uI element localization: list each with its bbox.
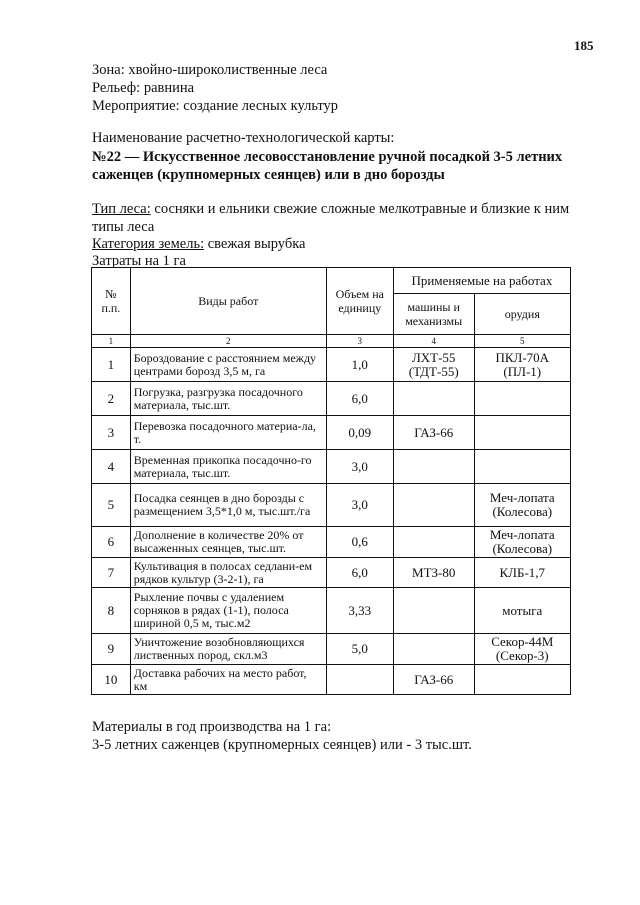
table-row: [92, 382, 571, 416]
table-row: [92, 450, 571, 484]
row-number: 2: [92, 382, 131, 416]
zone-line: Зона: хвойно-широколиственные леса: [92, 62, 328, 78]
row-work: Перевозка посадочного материа-ла, т.: [130, 416, 326, 450]
row-work: Бороздование с расстоянием между центрами борозд 3,5 м, га: [130, 348, 326, 382]
row-tools: [474, 382, 570, 416]
row-volume: 1,0: [326, 348, 393, 382]
row-number: 10: [92, 665, 131, 695]
table-row: [92, 527, 571, 558]
row-machines: [393, 634, 474, 665]
forest-type: [92, 201, 569, 218]
row-tools: КЛБ-1,7: [474, 558, 570, 588]
index-cell: 4: [393, 335, 474, 348]
row-volume: 0,09: [326, 416, 393, 450]
row-machines: [393, 450, 474, 484]
measure-line: Мероприятие: создание лесных культур: [92, 98, 339, 114]
row-machines: ГАЗ-66: [393, 665, 474, 695]
row-tools: Меч-лопата (Колесова): [474, 484, 570, 527]
forest-type-line2: типы леса: [92, 219, 155, 235]
row-work: Рыхление почвы с удалением сорняков в рядах (1-1), полоса шириной 0,5 м, тыс.м2: [130, 588, 326, 634]
land-category-label: Категория земель:: [92, 236, 205, 252]
index-row: [92, 335, 571, 348]
row-number: 1: [92, 348, 131, 382]
relief-line: Рельеф: равнина: [92, 80, 195, 96]
row-tools: ПКЛ-70А (ПЛ-1): [474, 348, 570, 382]
costs-label: Затраты на 1 га: [92, 253, 186, 269]
row-machines: [393, 382, 474, 416]
row-tools: Секор-44М (Секор-3): [474, 634, 570, 665]
index-cell: 1: [92, 335, 131, 348]
table-row: [92, 484, 571, 527]
header-machines: машины и механизмы: [393, 294, 474, 335]
row-volume: 0,6: [326, 527, 393, 558]
index-cell: 5: [474, 335, 570, 348]
row-number: 8: [92, 588, 131, 634]
row-work: Временная прикопка посадочно-го материала, тыс.шт.: [130, 450, 326, 484]
row-volume: [326, 665, 393, 695]
row-volume: 5,0: [326, 634, 393, 665]
row-machines: [393, 527, 474, 558]
map-title-line2: саженцев (крупномерных сеянцев) или в дно борозды: [92, 167, 445, 183]
index-cell: 2: [130, 335, 326, 348]
row-number: 4: [92, 450, 131, 484]
map-title-line1: №22 — Искусственное лесовосстановление ручной посадкой 3-5 летних: [92, 149, 563, 165]
map-title-label: Наименование расчетно-технологической карты:: [92, 130, 395, 146]
header-work: Виды работ: [130, 268, 326, 335]
row-work: Посадка сеянцев в дно борозды с размещением 3,5*1,0 м, тыс.шт./га: [130, 484, 326, 527]
row-work: Уничтожение возобновляющихся лиственных пород, скл.м3: [130, 634, 326, 665]
forest-type-value: сосняки и ельники свежие сложные мелкотравные и близкие к ним: [150, 201, 570, 217]
table-row: [92, 665, 571, 695]
row-machines: [393, 484, 474, 527]
row-tools: [474, 665, 570, 695]
row-tools: Меч-лопата (Колесова): [474, 527, 570, 558]
header-num: № п.п.: [92, 268, 131, 335]
row-volume: 6,0: [326, 558, 393, 588]
header-volume: Объем на единицу: [326, 268, 393, 335]
works-table: [91, 267, 571, 695]
row-work: Дополнение в количестве 20% от высаженных сеянцев, тыс.шт.: [130, 527, 326, 558]
table-row: [92, 634, 571, 665]
header-applied: Применяемые на работах: [393, 268, 570, 294]
row-machines: ЛХТ-55 (ТДТ-55): [393, 348, 474, 382]
row-number: 3: [92, 416, 131, 450]
row-volume: 3,33: [326, 588, 393, 634]
table-row: [92, 558, 571, 588]
page-number: 185: [574, 38, 594, 53]
land-category: [92, 236, 305, 253]
row-number: 5: [92, 484, 131, 527]
table-row: [92, 588, 571, 634]
forest-type-label: Тип леса:: [92, 201, 151, 217]
row-work: Доставка рабочих на место работ, км: [130, 665, 326, 695]
row-tools: [474, 450, 570, 484]
row-work: Погрузка, разгрузка посадочного материала, тыс.шт.: [130, 382, 326, 416]
table-row: [92, 348, 571, 382]
row-machines: [393, 588, 474, 634]
row-tools: [474, 416, 570, 450]
row-work: Культивация в полосах седлани-ем рядков культур (3-2-1), га: [130, 558, 326, 588]
row-machines: ГАЗ-66: [393, 416, 474, 450]
land-category-value: свежая вырубка: [204, 236, 306, 252]
row-number: 6: [92, 527, 131, 558]
materials-label: Материалы в год производства на 1 га:: [92, 719, 332, 735]
row-volume: 6,0: [326, 382, 393, 416]
row-machines: МТЗ-80: [393, 558, 474, 588]
row-tools: мотыга: [474, 588, 570, 634]
row-volume: 3,0: [326, 484, 393, 527]
materials-value: 3-5 летних саженцев (крупномерных сеянцев) или - 3 тыс.шт.: [92, 737, 472, 753]
index-cell: 3: [326, 335, 393, 348]
row-number: 9: [92, 634, 131, 665]
table-row: [92, 416, 571, 450]
row-volume: 3,0: [326, 450, 393, 484]
header-tools: орудия: [474, 294, 570, 335]
row-number: 7: [92, 558, 131, 588]
